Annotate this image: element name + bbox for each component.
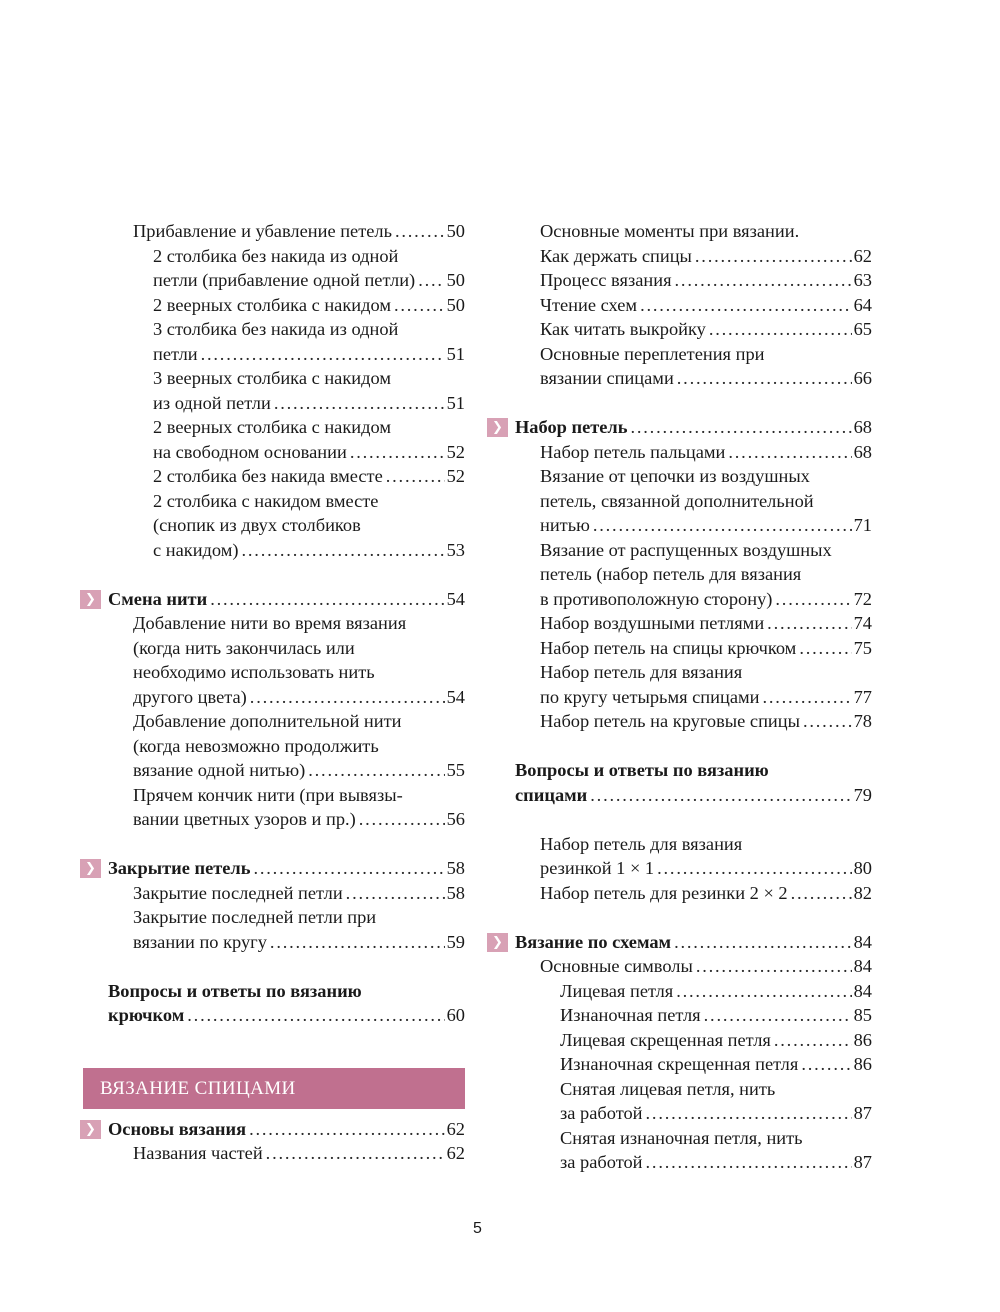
toc-entry[interactable]: петли (прибавление одной петли) ..... 50	[80, 268, 465, 293]
toc-entry[interactable]: Набор петель на спицы крючком ..... 75	[487, 636, 872, 661]
toc-entry[interactable]: Набор петель пальцами ..... 68	[487, 440, 872, 465]
toc-entry[interactable]: Прибавление и убавление петель ..... 50	[80, 219, 465, 244]
toc-entry[interactable]: Процесс вязания ..... 63	[487, 268, 872, 293]
toc-entry[interactable]: резинкой 1 × 1 ..... 80	[487, 856, 872, 881]
toc-entry[interactable]: Чтение схем ..... 64	[487, 293, 872, 318]
toc-entry[interactable]: Набор петель для резинки 2 × 2 ..... 82	[487, 881, 872, 906]
toc-entry[interactable]: Набор воздушными петлями ..... 74	[487, 611, 872, 636]
toc-entry[interactable]: нитью ..... 71	[487, 513, 872, 538]
toc-entry[interactable]: Изнаночная скрещенная петля ..... 86	[487, 1052, 872, 1077]
toc-entry[interactable]: из одной петли ..... 51	[80, 391, 465, 416]
toc-entry-line: Вязание от цепочки из воздушных	[540, 466, 810, 486]
toc-entry[interactable]: по кругу четырьмя спицами ..... 77	[487, 685, 872, 710]
toc-section-yarn-change[interactable]: ❯ Смена нити ..... 54	[80, 587, 465, 612]
toc-entry-line: 3 веерных столбика с накидом	[153, 368, 391, 388]
toc-section-crochet-qa[interactable]: крючком ..... 60	[80, 1003, 465, 1028]
toc-entry-line: Набор петель для вязания	[540, 833, 743, 854]
toc-entry[interactable]: Изнаночная петля ..... 85	[487, 1003, 872, 1028]
page-number: 5	[473, 1220, 482, 1237]
toc-entry[interactable]: Лицевая скрещенная петля ..... 86	[487, 1028, 872, 1053]
toc-entry-line: 2 веерных столбика с накидом	[153, 417, 391, 437]
toc-entry[interactable]: Лицевая петля ..... 84	[487, 979, 872, 1004]
toc-entry-line: (когда невозможно продолжить	[133, 735, 379, 756]
toc-entry-line: Добавление нити во время вязания	[133, 613, 407, 633]
toc-entry-line: Вязание от распущенных воздушных	[540, 539, 832, 560]
chevron-right-icon: ❯	[80, 1120, 101, 1139]
toc-entry-line: необходимо использовать нить	[133, 662, 375, 682]
toc-entry[interactable]: вязание одной нитью) ..... 55	[80, 758, 465, 783]
toc-section-knit-qa-line: Вопросы и ответы по вязанию	[515, 760, 769, 780]
chevron-right-icon: ❯	[487, 418, 508, 437]
toc-entry-line: петель (набор петель для вязания	[540, 564, 802, 584]
toc-entry[interactable]: вании цветных узоров и пр.) ..... 56	[80, 807, 465, 832]
chevron-right-icon: ❯	[487, 933, 508, 952]
toc-entry-line: Снятая лицевая петля, нить	[560, 1078, 776, 1099]
toc-entry[interactable]: другого цвета) ..... 54	[80, 685, 465, 710]
toc-entry[interactable]: за работой ..... 87	[487, 1150, 872, 1175]
toc-right-column	[487, 219, 872, 1175]
toc-section-bind-off[interactable]: ❯ Закрытие петель ..... 58	[80, 856, 465, 881]
toc-entry-line: Закрытие последней петли при	[133, 907, 377, 927]
toc-entry-line: Основные переплетения при	[540, 343, 765, 364]
toc-entry[interactable]: вязании спицами ..... 66	[487, 366, 872, 391]
toc-entry[interactable]: в противоположную сторону) ..... 72	[487, 587, 872, 612]
toc-entry[interactable]: Как читать выкройку ..... 65	[487, 317, 872, 342]
toc-left-column	[80, 219, 465, 1166]
toc-entry[interactable]: Как держать спицы ..... 62	[487, 244, 872, 269]
toc-entry[interactable]: 2 столбика без накида вместе ..... 52	[80, 464, 465, 489]
toc-entry[interactable]: на свободном основании ..... 52	[80, 440, 465, 465]
toc-section-knit-qa[interactable]: спицами ..... 79	[487, 783, 872, 808]
toc-entry[interactable]: петли ..... 51	[80, 342, 465, 367]
chapter-banner: ВЯЗАНИЕ СПИЦАМИ	[83, 1068, 465, 1109]
toc-entry-line: 2 столбика без накида из одной	[153, 245, 399, 266]
toc-entry[interactable]: за работой ..... 87	[487, 1101, 872, 1126]
toc-section-cast-on[interactable]: ❯ Набор петель ..... 68	[487, 415, 872, 440]
toc-entry[interactable]: с накидом) ..... 53	[80, 538, 465, 563]
toc-entry[interactable]: 2 веерных столбика с накидом ..... 50	[80, 293, 465, 318]
toc-entry-line: (когда нить закончилась или	[133, 637, 355, 658]
toc-entry-line: Снятая изнаночная петля, нить	[560, 1127, 803, 1148]
toc-subheading: Основные моменты при вязании.	[540, 221, 800, 241]
toc-entry-line: Прячем кончик нити (при вывязы-	[133, 784, 403, 805]
chevron-right-icon: ❯	[80, 859, 101, 878]
toc-entry-line: 2 столбика с накидом вместе	[153, 490, 379, 511]
toc-section-crochet-qa-line: Вопросы и ответы по вязанию	[108, 980, 362, 1001]
toc-entry[interactable]: Названия частей ..... 62	[80, 1141, 465, 1166]
toc-entry-line: Добавление дополнительной нити	[133, 711, 402, 731]
toc-entry[interactable]: Закрытие последней петли ..... 58	[80, 881, 465, 906]
toc-section-basics[interactable]: ❯ Основы вязания ..... 62	[80, 1117, 465, 1142]
chevron-right-icon: ❯	[80, 590, 101, 609]
toc-entry-line: (снопик из двух столбиков	[153, 515, 361, 535]
toc-entry[interactable]: вязании по кругу ..... 59	[80, 930, 465, 955]
toc-entry-line: петель, связанной дополнительной	[540, 490, 814, 511]
toc-entry-line: Набор петель для вязания	[540, 662, 743, 682]
toc-entry-line: 3 столбика без накида из одной	[153, 319, 399, 339]
toc-entry[interactable]: Основные символы ..... 84	[487, 954, 872, 979]
toc-section-charts[interactable]: ❯ Вязание по схемам ..... 84	[487, 930, 872, 955]
toc-entry[interactable]: Набор петель на круговые спицы ..... 78	[487, 709, 872, 734]
